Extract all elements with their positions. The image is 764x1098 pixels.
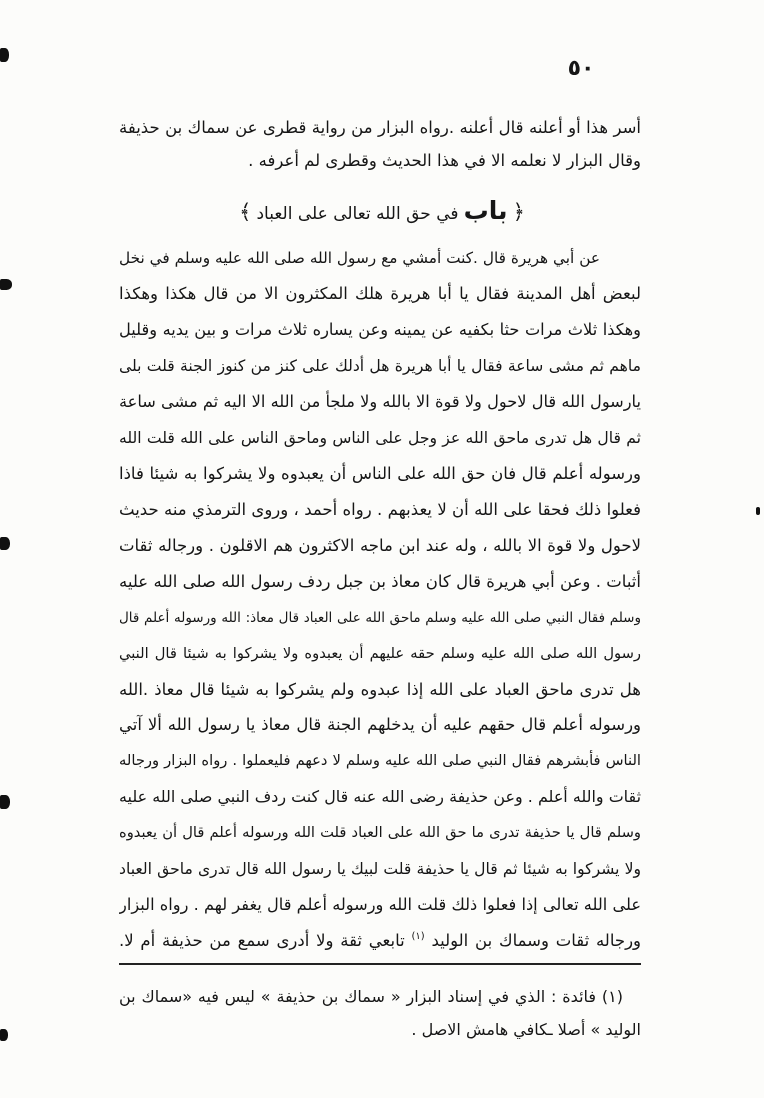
text-line: الناس فأبشرهم فقال النبي صلى الله عليه وسلم لا دعهم فليعملوا . رواه البزار ورجاله [119,752,641,769]
text-line: لاحول ولا قوة الا بالله ، وله عند ابن ماجه الاكثرون هم الاقلون . ورجاله ثقات [119,536,641,555]
text-line: فعلوا ذلك فحقا على الله أن لا يعذبهم . رواه أحمد ، وروى الترمذي منه حديث [119,500,641,519]
edge-mark [756,507,760,515]
ornate-bracket-open: ﴿ [512,200,525,224]
text-line: أثبات . وعن أبي هريرة قال كان معاذ بن جبل ردف رسول الله صلى الله عليه [119,572,641,591]
text-line [119,926,641,956]
binding-mark [0,1029,8,1041]
text-line: لبعض أهل المدينة فقال يا أبا هريرة هلك المكثرون الا من قال هكذا وهكذا [119,284,641,303]
text-line: ورسوله أعلم قال حقهم عليه أن يدخلهم الجنة قال معاذ يا رسول الله ألا آتي [119,715,641,734]
text-line: على الله تعالى إذا فعلوا ذلك قلت الله ورسوله أعلم قال يغفر لهم . رواه البزار [119,895,641,914]
page-number: ٥٠ [567,56,595,81]
chapter-heading [0,192,764,230]
text-line: ورسوله أعلم قال فان حق الله على الناس أن يعبدوه ولا يشركوا به شيئا فاذا [119,464,641,483]
ornate-bracket-close: ﴾ [239,200,252,224]
text-line: أسر هذا أو أعلنه قال أعلنه .رواه البزار من رواية قطرى عن سماك بن حذيفة [119,118,641,137]
text-line: ماهم ثم مشى ساعة فقال يا أبا هريرة هل أدلك على كنز من كنوز الجنة قلت بلى [119,357,641,375]
text-line: يارسول الله قال لاحول ولا قوة الا بالله ولا ملجأ من الله الا اليه ثم مشى ساعة [119,392,641,411]
binding-mark [0,795,10,809]
footnote-line: (١) فائدة : الذي في إسناد البزار « سماك بن حذيفة » ليس فيه «سماك بن [119,987,623,1006]
text-line [119,639,641,669]
text-line: عن أبي هريرة قال .كنت أمشي مع رسول الله صلى الله عليه وسلم في نخل [119,249,600,267]
chapter-word: باب [463,196,508,225]
text-line: هل تدرى ماحق العباد على الله إذا عبدوه ولم يشركوا به شيئا قال معاذ .الله [119,680,641,699]
text-line: وسلم قال يا حذيفة تدرى ما حق الله على العباد قلت الله ورسوله أعلم قال أن يعبدوه [119,824,641,841]
binding-mark [0,48,9,62]
footnote-rule [119,963,641,965]
text-line: ولا يشركوا به شيئا ثم قال يا حذيفة قلت لبيك يا رسول الله قال تدرى ماحق العباد [119,860,641,878]
footnote-line: الوليد » أصلا ـكافي هامش الاصل . [411,1020,641,1039]
text-line: وهكذا ثلاث مرات حثا بكفيه عن يمينه وعن يساره ثلاث مرات و بين يديه وقليل [119,320,641,339]
binding-mark [0,279,12,290]
text-segment: رسول الله صلى الله عليه وسلم حقه عليهم أن يعبدوه ولا يشركوا به شيئا قال النبي [119,645,641,662]
text-line: ثم قال هل تدرى ماحق الله عز وجل على الناس وماحق الناس على الله قلت الله [119,429,641,447]
text-line: وقال البزار لا نعلمه الا في هذا الحديث وقطرى لم أعرفه . [248,151,641,170]
text-line: ثقات والله أعلم . وعن حذيفة رضى الله عنه قال كنت ردف النبي صلى الله عليه [119,787,641,806]
chapter-title: في حق الله تعالى على العباد [256,204,459,224]
text-segment: ورجاله ثقات وسماك بن الوليد [431,931,641,950]
text-segment: تابعي ثقة ولا أدرى سمع من حذيفة أم لا. [119,931,405,950]
footnote-marker: (١) [411,931,425,942]
text-line: وسلم فقال النبي صلى الله عليه وسلم ماحق الله على العباد قال معاذ: الله ورسوله أعلم قال [119,610,641,626]
binding-mark [0,537,10,550]
